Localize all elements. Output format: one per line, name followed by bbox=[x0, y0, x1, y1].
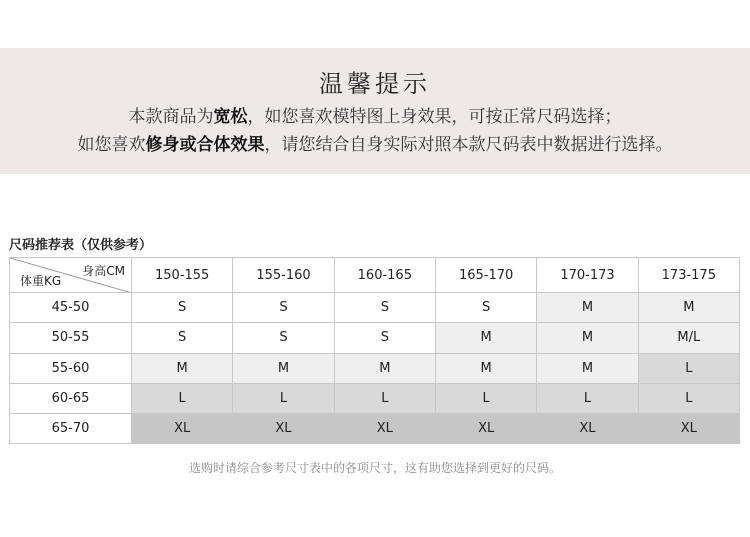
size-cell: S bbox=[233, 293, 334, 323]
size-cell: L bbox=[638, 353, 739, 383]
table-row bbox=[10, 323, 740, 353]
size-table-title: 尺码推荐表（仅供参考） bbox=[9, 238, 153, 253]
size-cell: XL bbox=[334, 413, 435, 443]
table-row bbox=[10, 353, 740, 383]
size-cell: L bbox=[334, 383, 435, 413]
size-cell: L bbox=[435, 383, 536, 413]
notice-line-1-text-c: ，如您喜欢模特图上身效果，可按正常尺码选择； bbox=[247, 107, 622, 127]
size-cell: S bbox=[435, 293, 536, 323]
size-cell: M bbox=[435, 353, 536, 383]
size-cell: L bbox=[132, 383, 233, 413]
notice-line-2-text-c: ，请您结合自身实际对照本款尺码表中数据进行选择。 bbox=[264, 135, 673, 155]
table-row bbox=[10, 383, 740, 413]
column-header-height-5: 173-175 bbox=[638, 258, 739, 293]
size-cell: M bbox=[334, 353, 435, 383]
table-header-row bbox=[10, 258, 740, 293]
table-corner-cell bbox=[10, 258, 132, 293]
size-cell: M bbox=[537, 353, 638, 383]
column-header-height-0: 150-155 bbox=[132, 258, 233, 293]
notice-panel bbox=[0, 48, 750, 174]
size-chart-table bbox=[9, 257, 740, 444]
notice-line-2-highlight: 修身或合体效果 bbox=[145, 135, 265, 155]
row-header-weight: 50-55 bbox=[10, 323, 132, 353]
notice-line-2 bbox=[0, 130, 750, 155]
size-cell: S bbox=[334, 323, 435, 353]
size-cell: S bbox=[132, 323, 233, 353]
size-cell: M/L bbox=[638, 323, 739, 353]
size-cell: L bbox=[638, 383, 739, 413]
weight-axis-label: 体重KG bbox=[20, 274, 62, 289]
row-header-weight: 45-50 bbox=[10, 293, 132, 323]
notice-line-1 bbox=[0, 102, 750, 127]
size-cell: S bbox=[233, 323, 334, 353]
size-cell: S bbox=[132, 293, 233, 323]
size-cell: M bbox=[435, 323, 536, 353]
column-header-height-3: 165-170 bbox=[435, 258, 536, 293]
notice-line-1-highlight: 宽松 bbox=[213, 107, 248, 127]
notice-line-2-text-a: 如您喜欢 bbox=[77, 135, 146, 155]
size-cell: XL bbox=[132, 413, 233, 443]
row-header-weight: 60-65 bbox=[10, 383, 132, 413]
size-cell: XL bbox=[233, 413, 334, 443]
size-cell: XL bbox=[638, 413, 739, 443]
size-cell: XL bbox=[537, 413, 638, 443]
table-row bbox=[10, 413, 740, 443]
size-cell: XL bbox=[435, 413, 536, 443]
row-header-weight: 65-70 bbox=[10, 413, 132, 443]
size-cell: M bbox=[638, 293, 739, 323]
table-row bbox=[10, 293, 740, 323]
notice-title: 温馨提示 bbox=[319, 70, 431, 98]
footnote-text: 选购时请综合参考尺寸表中的各项尺寸，这有助您选择到更好的尺码。 bbox=[188, 461, 561, 475]
column-header-height-1: 155-160 bbox=[233, 258, 334, 293]
size-cell: S bbox=[334, 293, 435, 323]
column-header-height-4: 170-173 bbox=[537, 258, 638, 293]
row-header-weight: 55-60 bbox=[10, 353, 132, 383]
size-cell: M bbox=[537, 293, 638, 323]
size-cell: M bbox=[233, 353, 334, 383]
size-cell: L bbox=[233, 383, 334, 413]
size-cell: M bbox=[537, 323, 638, 353]
size-cell: M bbox=[132, 353, 233, 383]
height-axis-label: 身高CM bbox=[82, 264, 125, 278]
notice-line-1-text-a: 本款商品为 bbox=[128, 107, 214, 127]
column-header-height-2: 160-165 bbox=[334, 258, 435, 293]
size-cell: L bbox=[537, 383, 638, 413]
